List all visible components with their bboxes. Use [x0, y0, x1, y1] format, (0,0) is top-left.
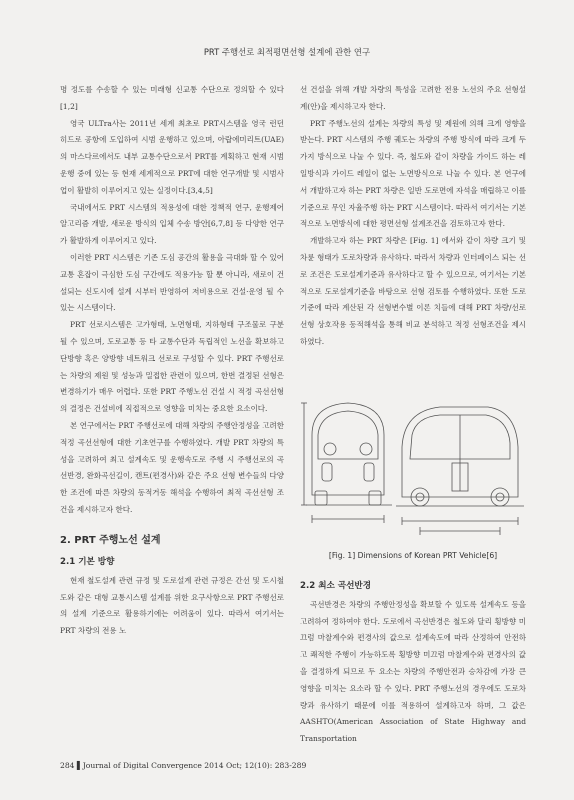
left-column [60, 82, 284, 640]
vehicle-drawing [300, 363, 526, 543]
body-paragraph: 국내에서도 PRT 시스템의 적용성에 대한 정책적 연구, 운행제어 알고리즘 개발, 새로운 방식의 입체 수송 방안[6,7,8] 등 다양한 연구가 활발하게 이루어지고 있다. [60, 202, 284, 246]
subsection-heading: 2.2 최소 곡선반경 [300, 580, 372, 591]
body-paragraph: 개발하고자 하는 PRT 차량은 [Fig. 1] 에서와 같이 차량 크기 및 차륜 형태가 도로차량과 유사하다. 따라서 차량과 인터페이스 되는 선로 조건은 도로설계기준과 유사하다고 할 수 있으므로, 여기서는 기본적으로 도로설계기준을 바탕으로 선형 검토를 수행하였다. 또한 도로기준에 따라 계산된 각 선형변수별 이론 치들에 대해 PRT 차량/선로선형 상호작용 동적해석을 통해 비교 분석하고 적정 선형조건을 제시 하였다. [300, 236, 526, 346]
body-paragraph: 본 연구에서는 PRT 주행선로에 대해 차량의 주행안정성을 고려한 적정 곡선선형에 대한 기초연구를 수행하였다. 개발 PRT 차량의 특성을 고려하여 최고 설계속도 및 운행속도로 주행 시 주행선로의 곡선반경, 완화곡선길이, 캔트(편경사)와 같은 주요 선형 변수들의 다양한 조건에 따른 차량의 동적거동 해석을 수행하여 최적 곡선선형 조건을 제시하고자 한다. [60, 420, 284, 514]
body-paragraph: 명 정도를 수송할 수 있는 미래형 신교통 수단으로 정의할 수 있다[1,2] [60, 85, 284, 111]
subsection-heading: 2.1 기본 방향 [60, 556, 115, 567]
figure-caption: [Fig. 1] Dimensions of Korean PRT Vehicle[6] [328, 550, 498, 560]
body-paragraph: 곡선반경은 차량의 주행안정성을 확보할 수 있도록 설계속도 등을 고려하여 정하여야 한다. 도로에서 곡선반경은 철도와 달리 횡방향 미끄럼 마찰계수와 편경사의 값으로 설계속도에 따라 산정하여 안전하고 쾌적한 주행이 가능하도록 횡방향 미끄럼 마찰계수와 편경사의 값을 결정하게 되므로 두 요소는 차량의 주행안전과 승차감에 가장 큰 영향을 미치는 요소라 할 수 있다. PRT 주행노선의 경우에도 도로차량과 유사하기 때문에 이를 적용하여 설계하고자 하며, 그 값은 AASHTO(American Association of State Highway and Transportation [300, 599, 526, 744]
body-paragraph: 현재 철도설계 관련 규정 및 도로설계 관련 규정은 간선 및 도시철도와 같은 대형 교통시스템 설계를 위한 요구사항으로 PRT 주행선로의 설계 기준으로 활용하기에는 어려움이 있다. 따라서 여기서는 PRT 차량의 전용 노 [60, 575, 284, 636]
vehicle-dimensions-figure [300, 363, 526, 543]
body-paragraph: 이러한 PRT 시스템은 기존 도심 공간의 활용을 극대화 할 수 있어 교통 혼잡이 극심한 도심 구간에도 적용가능 할 뿐 아니라, 새로이 건설되는 신도시에 설계 시부터 반영하여 저비용으로 건설·운영 될 수 있는 시스템이다. [60, 252, 284, 313]
body-paragraph: PRT 주행노선의 설계는 차량의 특성 및 제원에 의해 크게 영향을 받는다. PRT 시스템의 주행 궤도는 차량의 주행 방식에 따라 크게 두 가지 방식으로 나눌 수 있다. 즉, 철도와 같이 차량을 가이드 하는 레일방식과 가이드 레일이 없는 노면방식으로 나눌 수 있다. 본 연구에서 개발하고자 하는 PRT 차량은 일반 도로면에 자석을 매립하고 이를 기준으로 무인 자율주행 하는 PRT 시스템이다. 따라서 여기서는 기본적으로 노면방식에 대한 평면선형 설계조건을 검토하고자 한다. [300, 118, 526, 229]
right-column [300, 82, 526, 748]
running-header: PRT 주행선로 최적평면선형 설계에 관한 연구 [203, 47, 371, 57]
section-heading: 2. PRT 주행노선 설계 [60, 534, 161, 546]
body-paragraph: 선 건설을 위해 개발 차량의 특성을 고려한 전용 노선의 주요 선형설계(안)을 제시하고자 한다. [300, 85, 526, 111]
page-footer: 284 ▌Journal of Digital Convergence 2014 Oct; 12(10): 283-289 [60, 761, 307, 770]
body-paragraph: 영국 ULTra사는 2011년 세계 최초로 PRT시스템을 영국 런던 히드로 공항에 도입하여 시범 운행하고 있으며, 아랍에미리트(UAE)의 마스다르에서도 내부 교통수단으로서 PRT를 계획하고 현재 시범운행 중에 있는 등 현재 세계적으로 PRT에 대한 연구개발 및 시범사업이 활발히 이루어지고 있는 실정이다.[3,4,5] [60, 118, 284, 195]
body-paragraph: PRT 선로시스템은 고가형태, 노면형태, 지하형태 구조물로 구분될 수 있으며, 도로교통 등 타 교통수단과 독립적인 노선을 확보하고 단방향 혹은 양방향 네트워크 선로로 구성할 수 있다. PRT 주행선로는 차량의 제원 및 성능과 밀접한 관련이 있으며, 한번 결정된 선형은 변경하기가 매우 어렵다. 또한 PRT 주행노선 건설 시 적정 곡선선형의 결정은 건설비에 직접적으로 영향을 미치는 중요한 요소이다. [60, 320, 284, 414]
